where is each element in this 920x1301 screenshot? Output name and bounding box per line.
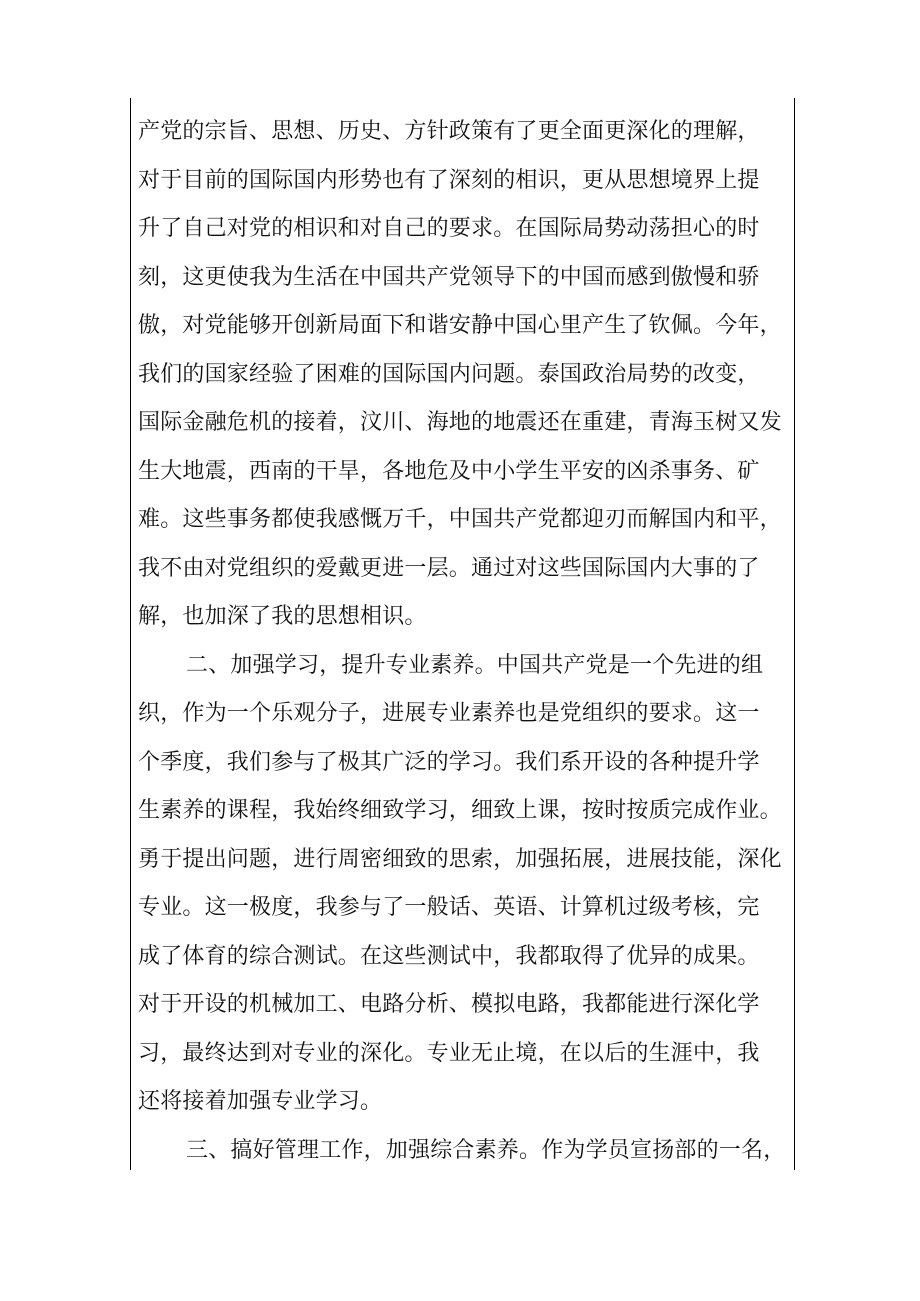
text-line: 专业。这一极度，我参与了一般话、英语、计算机过级考核，完: [138, 895, 760, 920]
text-line: 我们的国家经验了困难的国际国内问题。泰国政治局势的改变，: [138, 361, 760, 387]
text-line: 难。这些事务都使我感慨万千，中国共产党都迎刃而解国内和平，: [138, 507, 782, 532]
text-line: 傲，对党能够开创新局面下和谐安静中国心里产生了钦佩。今年，: [138, 313, 782, 338]
document-body: [138, 108, 798, 1175]
text-line: 习，最终达到对专业的深化。专业无止境，在以后的生涯中，我: [138, 1040, 760, 1066]
table-left-border: [130, 98, 131, 1170]
section-heading-line: 二、加强学习，提升专业素养。中国共产党是一个先进的组: [186, 652, 764, 678]
text-line: 对于开设的机械加工、电路分析、模拟电路，我都能进行深化学: [138, 992, 760, 1017]
section-heading-line: 三、搞好管理工作，加强综合素养。作为学员宣扬部的一名，: [186, 1137, 786, 1163]
text-line: 刻，这更使我为生活在中国共产党领导下的中国而感到傲慢和骄: [138, 264, 760, 290]
text-line: 还将接着加强专业学习。: [138, 1089, 383, 1114]
text-line: 产党的宗旨、思想、历史、方针政策有了更全面更深化的理解，: [138, 119, 760, 144]
text-line: 生素养的课程，我始终细致学习，细致上课，按时按质完成作业。: [138, 798, 782, 823]
text-line: 我不由对党组织的爱戴更进一层。通过对这些国际国内大事的了: [138, 555, 760, 581]
text-line: 个季度，我们参与了极其广泛的学习。我们系开设的各种提升学: [138, 749, 760, 775]
text-line: 国际金融危机的接着，汶川、海地的地震还在重建，青海玉树又发: [138, 410, 782, 435]
text-line: 织，作为一个乐观分子，进展专业素养也是党组织的要求。这一: [138, 701, 760, 726]
text-line: 成了体育的综合测试。在这些测试中，我都取得了优异的成果。: [138, 943, 760, 969]
text-line: 解，也加深了我的思想相识。: [138, 604, 427, 629]
text-line: 对于目前的国际国内形势也有了深刻的相识，更从思想境界上提: [138, 167, 760, 193]
text-line: 生大地震，西南的干旱，各地危及中小学生平安的凶杀事务、矿: [138, 458, 760, 484]
text-line: 升了自己对党的相识和对自己的要求。在国际局势动荡担心的时: [138, 216, 760, 241]
text-line: 勇于提出问题，进行周密细致的思索，加强拓展，进展技能，深化: [138, 846, 782, 872]
